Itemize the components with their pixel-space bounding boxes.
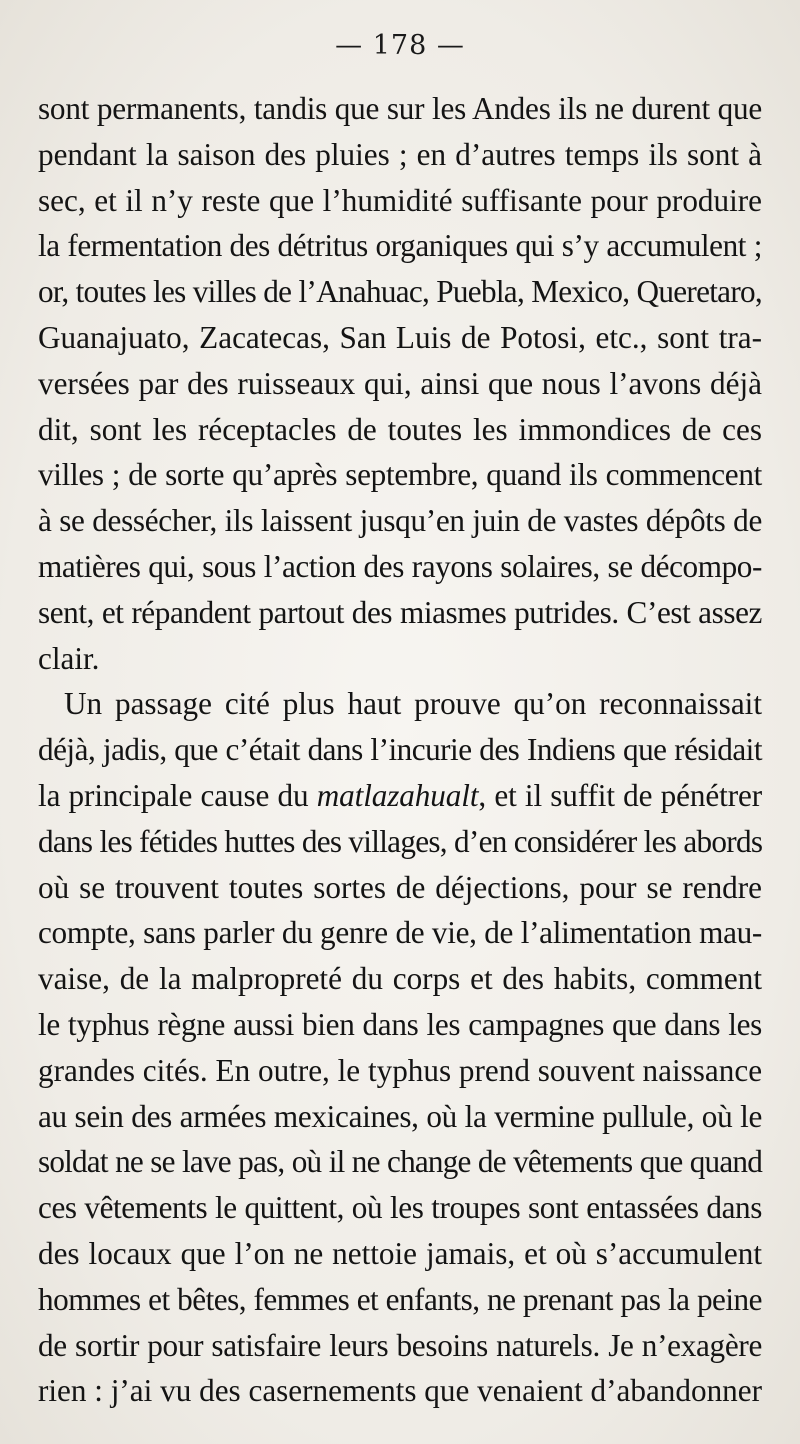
line-text: déjà, jadis, que c’était dans l’incurie des Indiens que résidait: [38, 732, 762, 768]
text-line: [38, 956, 762, 1002]
line-text: ces vêtements le quittent, où les troupes sont entassées dans: [38, 1190, 762, 1226]
text-line: [38, 1368, 762, 1414]
text-line: [38, 361, 762, 407]
line-text: dans les fétides huttes des villages, d’en considérer les abords: [38, 823, 763, 859]
body-text: [38, 86, 762, 1414]
line-text: des locaux que l’on ne nettoie jamais, et où s’accumulent: [38, 1235, 762, 1271]
page-number: — 178 —: [335, 30, 465, 61]
line-text: sent, et répandent partout des miasmes putrides. C’est assez: [38, 594, 762, 630]
line-text: clair.: [38, 640, 100, 676]
text-line: [38, 86, 762, 132]
text-line: [38, 544, 762, 590]
text-line: [38, 681, 762, 727]
text-line: [38, 727, 762, 773]
line-text: à se dessécher, ils laissent jusqu’en juin de vastes dépôts de: [38, 503, 762, 539]
text-line: [38, 590, 762, 636]
line-text: rien : j’ai vu des casernements que venaient d’abandonner: [38, 1373, 762, 1409]
line-text: matières qui, sous l’action des rayons solaires, se décompo-: [38, 548, 762, 584]
text-line: [38, 269, 762, 315]
line-text: de sortir pour satisfaire leurs besoins naturels. Je n’exagère: [38, 1327, 762, 1363]
line-text: dit, sont les réceptacles de toutes les immondices de ces: [38, 411, 762, 447]
text-line: [38, 315, 762, 361]
text-line: [38, 178, 762, 224]
line-text: hommes et bêtes, femmes et enfants, ne prenant pas la peine: [38, 1281, 762, 1317]
text-line: [38, 819, 762, 865]
italic-term: matlazahualt: [316, 777, 479, 813]
text-line: [38, 498, 762, 544]
text-line: [38, 1185, 762, 1231]
line-text: au sein des armées mexicaines, où la vermine pullule, où le: [38, 1098, 762, 1134]
line-text: versées par des ruisseaux qui, ainsi que nous l’avons déjà: [38, 365, 762, 401]
text-line: [38, 1277, 762, 1323]
text-line: [38, 452, 762, 498]
line-text: où se trouvent toutes sortes de déjections, pour se rendre: [38, 869, 762, 905]
text-line: [38, 1323, 762, 1369]
text-line: [38, 1048, 762, 1094]
text-line: [38, 865, 762, 911]
text-line: [38, 1231, 762, 1277]
text-line: [38, 1002, 762, 1048]
line-text: sec, et il n’y reste que l’humidité suffisante pour produire: [38, 182, 762, 218]
text-line: [38, 773, 762, 819]
text-line: [38, 1094, 762, 1140]
line-text: la fermentation des détritus organiques qui s’y accumulent ;: [38, 228, 762, 264]
line-text: soldat ne se lave pas, où il ne change de vêtements que quand: [38, 1144, 762, 1180]
line-text: Guanajuato, Zacatecas, San Luis de Potosi, etc., sont tra-: [38, 319, 762, 355]
line-text: Un passage cité plus haut prouve qu’on reconnaissait: [64, 686, 762, 722]
line-text: la principale cause du: [38, 777, 317, 813]
line-text: compte, sans parler du genre de vie, de l’alimentation mau-: [38, 915, 762, 951]
line-text: or, toutes les villes de l’Anahuac, Puebla, Mexico, Queretaro,: [38, 274, 762, 310]
text-line: [38, 910, 762, 956]
text-line: [38, 1139, 762, 1185]
line-text: vaise, de la malpropreté du corps et des habits, comment: [38, 961, 762, 997]
line-text: , et il suffit de pénétrer: [478, 777, 763, 813]
text-line: [38, 636, 762, 682]
line-text: le typhus règne aussi bien dans les campagnes que dans les: [38, 1006, 762, 1042]
line-text: pendant la saison des pluies ; en d’autres temps ils sont à: [38, 136, 762, 172]
text-line: [38, 132, 762, 178]
text-line: [38, 407, 762, 453]
text-line: [38, 223, 762, 269]
line-text: sont permanents, tandis que sur les Andes ils ne durent que: [38, 91, 762, 126]
line-text: grandes cités. En outre, le typhus prend souvent naissance: [38, 1052, 763, 1088]
line-text: villes ; de sorte qu’après septembre, quand ils commencent: [38, 457, 762, 493]
